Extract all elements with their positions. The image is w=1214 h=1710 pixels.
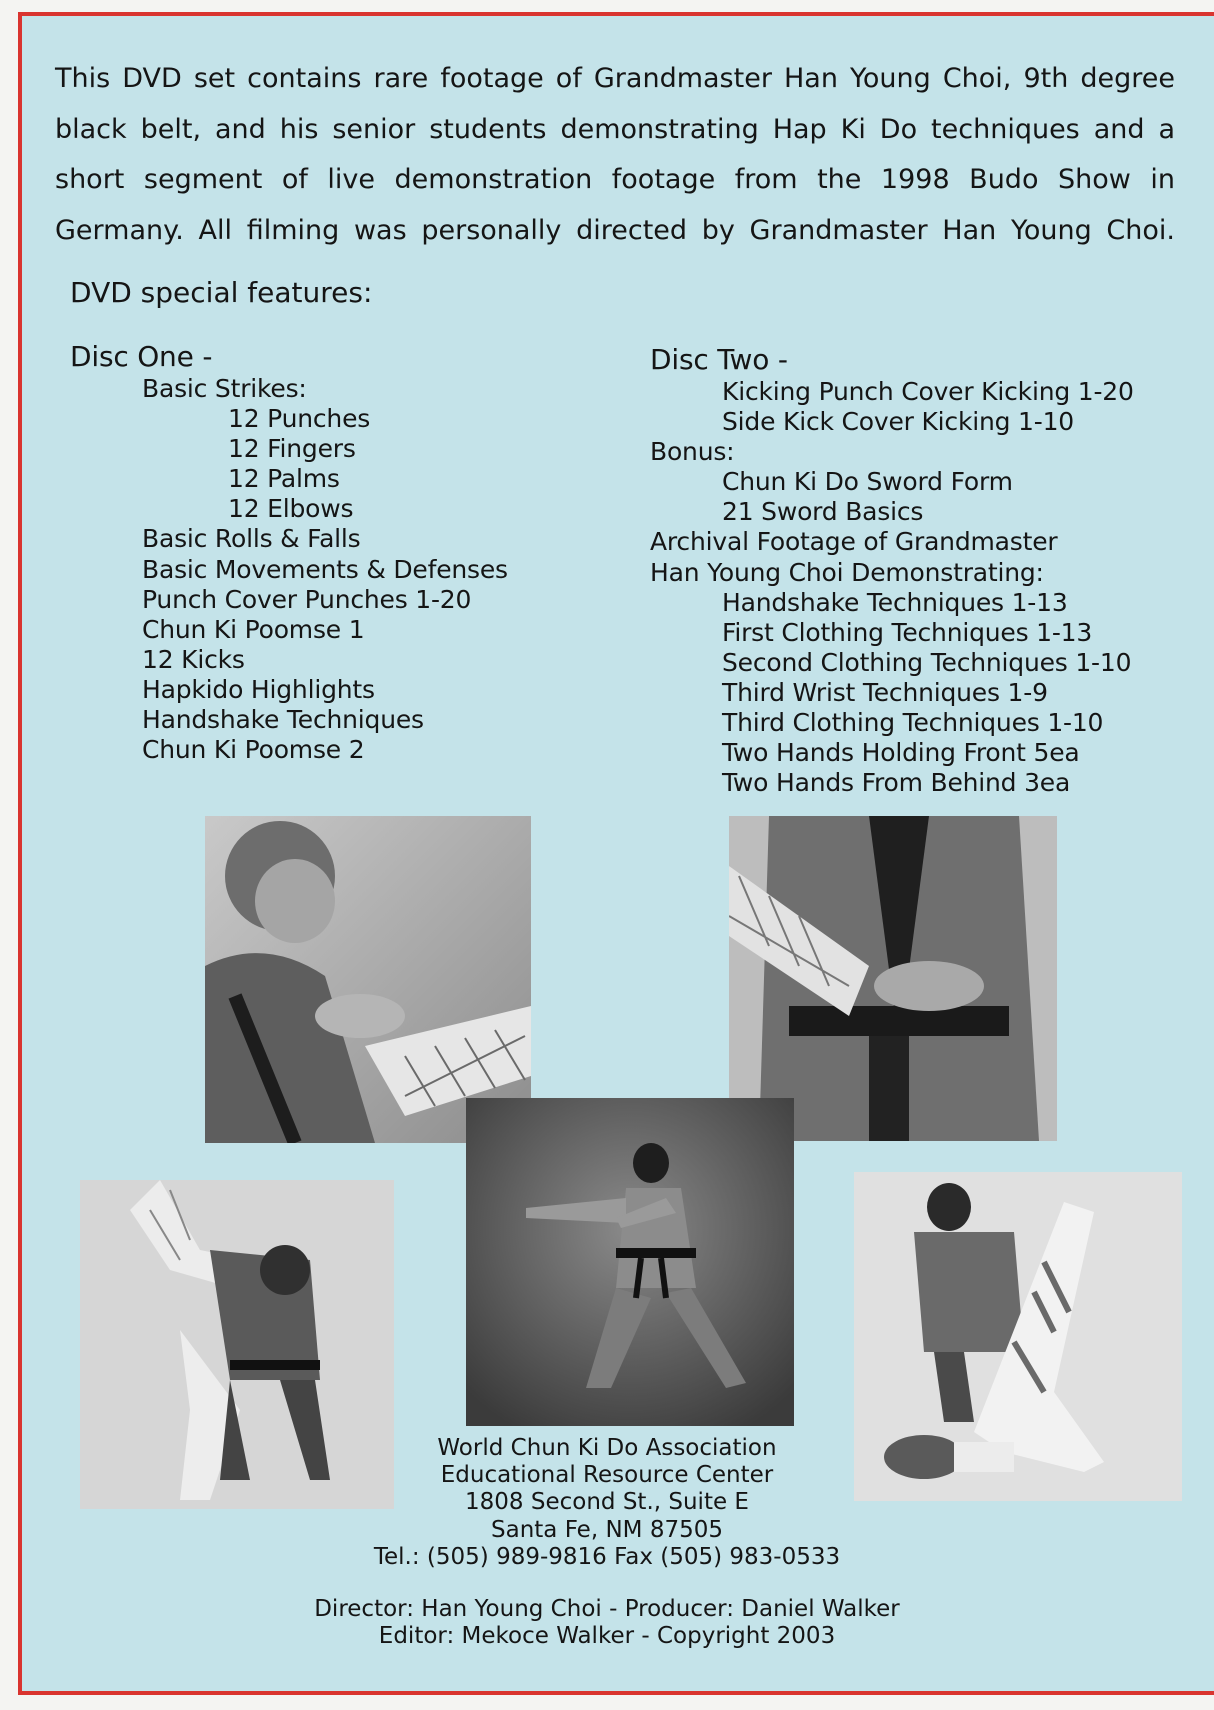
photo-wrist-grab [205, 816, 531, 1143]
list-item: Punch Cover Punches 1-20 [142, 584, 472, 614]
list-item: 12 Elbows [228, 494, 354, 524]
list-item: Handshake Techniques 1-13 [722, 587, 1068, 617]
credits-block [0, 1596, 1214, 1650]
city-address: Santa Fe, NM 87505 [491, 1516, 723, 1543]
disc-two-list [650, 343, 1134, 798]
list-item: Chun Ki Do Sword Form [722, 467, 1013, 497]
credits-line-2: Editor: Mekoce Walker - Copyright 2003 [378, 1623, 836, 1650]
list-item: Second Clothing Techniques 1-10 [722, 647, 1132, 677]
org-name: World Chun Ki Do Association [437, 1435, 777, 1461]
list-item: Third Clothing Techniques 1-10 [722, 708, 1104, 738]
features-heading: DVD special features: [70, 276, 373, 309]
list-item: 12 Palms [228, 464, 340, 494]
credits-line-1: Director: Han Young Choi - Producer: Daniel Walker [314, 1596, 900, 1622]
list-item: 12 Kicks [142, 644, 245, 674]
basic-strikes-label: Basic Strikes: [142, 374, 307, 403]
bonus-label: Bonus: [650, 437, 735, 467]
disc-two-title: Disc Two - [650, 343, 788, 376]
intro-paragraph: This DVD set contains rare footage of Grandmaster Han Young Choi, 9th degree black belt, and his senior students demonstrating Hap Ki Do techniques and a short segment of live demonstration footage from the 1998 Budo Show in Germany. All filming was personally directed by Grandmaster Han Young Choi. [55, 63, 1175, 246]
center-name: Educational Resource Center [440, 1462, 774, 1489]
photo-stance [466, 1098, 794, 1426]
list-item: 21 Sword Basics [722, 497, 924, 527]
list-item: Two Hands Holding Front 5ea [722, 738, 1080, 768]
contact-block [0, 1435, 1214, 1571]
phone-fax: Tel.: (505) 989-9816 Fax (505) 983-0533 [373, 1543, 841, 1570]
list-item: First Clothing Techniques 1-13 [722, 617, 1093, 647]
list-item: Chun Ki Poomse 1 [142, 614, 365, 644]
archival-heading-line2: Han Young Choi Demonstrating: [650, 557, 1044, 587]
list-item: Third Wrist Techniques 1-9 [722, 677, 1048, 707]
list-item: Basic Rolls & Falls [142, 524, 361, 554]
street-address: 1808 Second St., Suite E [465, 1489, 749, 1516]
list-item: Kicking Punch Cover Kicking 1-20 [722, 377, 1134, 406]
list-item: Two Hands From Behind 3ea [722, 768, 1071, 798]
disc-one-list [70, 340, 508, 765]
list-item: Side Kick Cover Kicking 1-10 [722, 407, 1074, 437]
list-item: Handshake Techniques [142, 705, 424, 735]
archival-heading-line1: Archival Footage of Grandmaster [650, 527, 1058, 557]
photo-belt-grab [729, 816, 1057, 1141]
list-item: 12 Punches [228, 404, 371, 434]
list-item: Chun Ki Poomse 2 [142, 735, 365, 765]
list-item: Hapkido Highlights [142, 674, 375, 704]
list-item: Basic Movements & Defenses [142, 554, 508, 584]
list-item: 12 Fingers [228, 434, 356, 464]
disc-one-title: Disc One - [70, 340, 213, 373]
